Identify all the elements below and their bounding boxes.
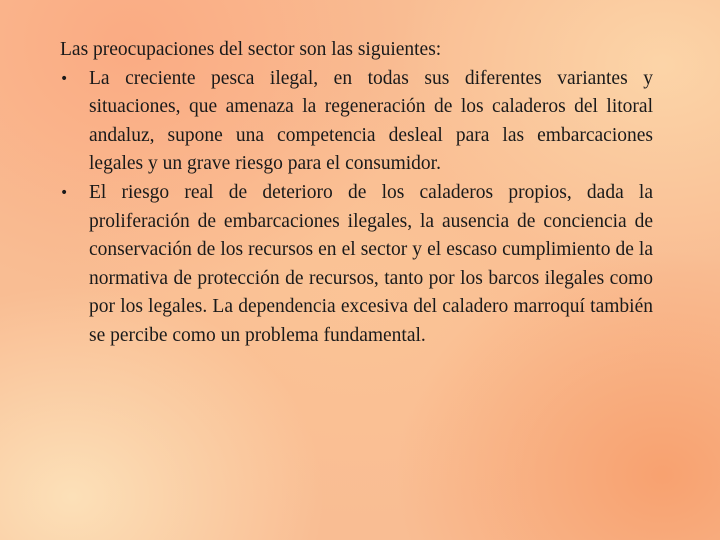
bullet-icon: • <box>60 70 69 87</box>
bullet-list <box>60 65 653 351</box>
bullet-item-illegal-fishing <box>60 65 653 179</box>
intro-text: Las preocupaciones del sector son las siguientes: <box>60 39 442 60</box>
slide-body <box>60 36 653 351</box>
bullet-text: El riesgo real de deterioro de los caladeros propios, dada la proliferación de embarcaciones ilegales, la ausencia de conciencia de conservación de los recursos en el sector y el escaso cumplimiento de la normativa de protección de recursos, tanto por los barcos ilegales como por los legales. La dependencia excesiva del caladero marroquí también se percibe como un problema fundamental. <box>89 181 653 346</box>
bullet-item-fishing-ground-deterioration <box>60 179 653 351</box>
bullet-icon: • <box>60 184 69 201</box>
bullet-text: La creciente pesca ilegal, en todas sus diferentes variantes y situaciones, que amenaza la regeneración de los caladeros del litoral andaluz, supone una competencia desleal para las embarcaciones legales y un grave riesgo para el consumidor. <box>89 67 653 175</box>
